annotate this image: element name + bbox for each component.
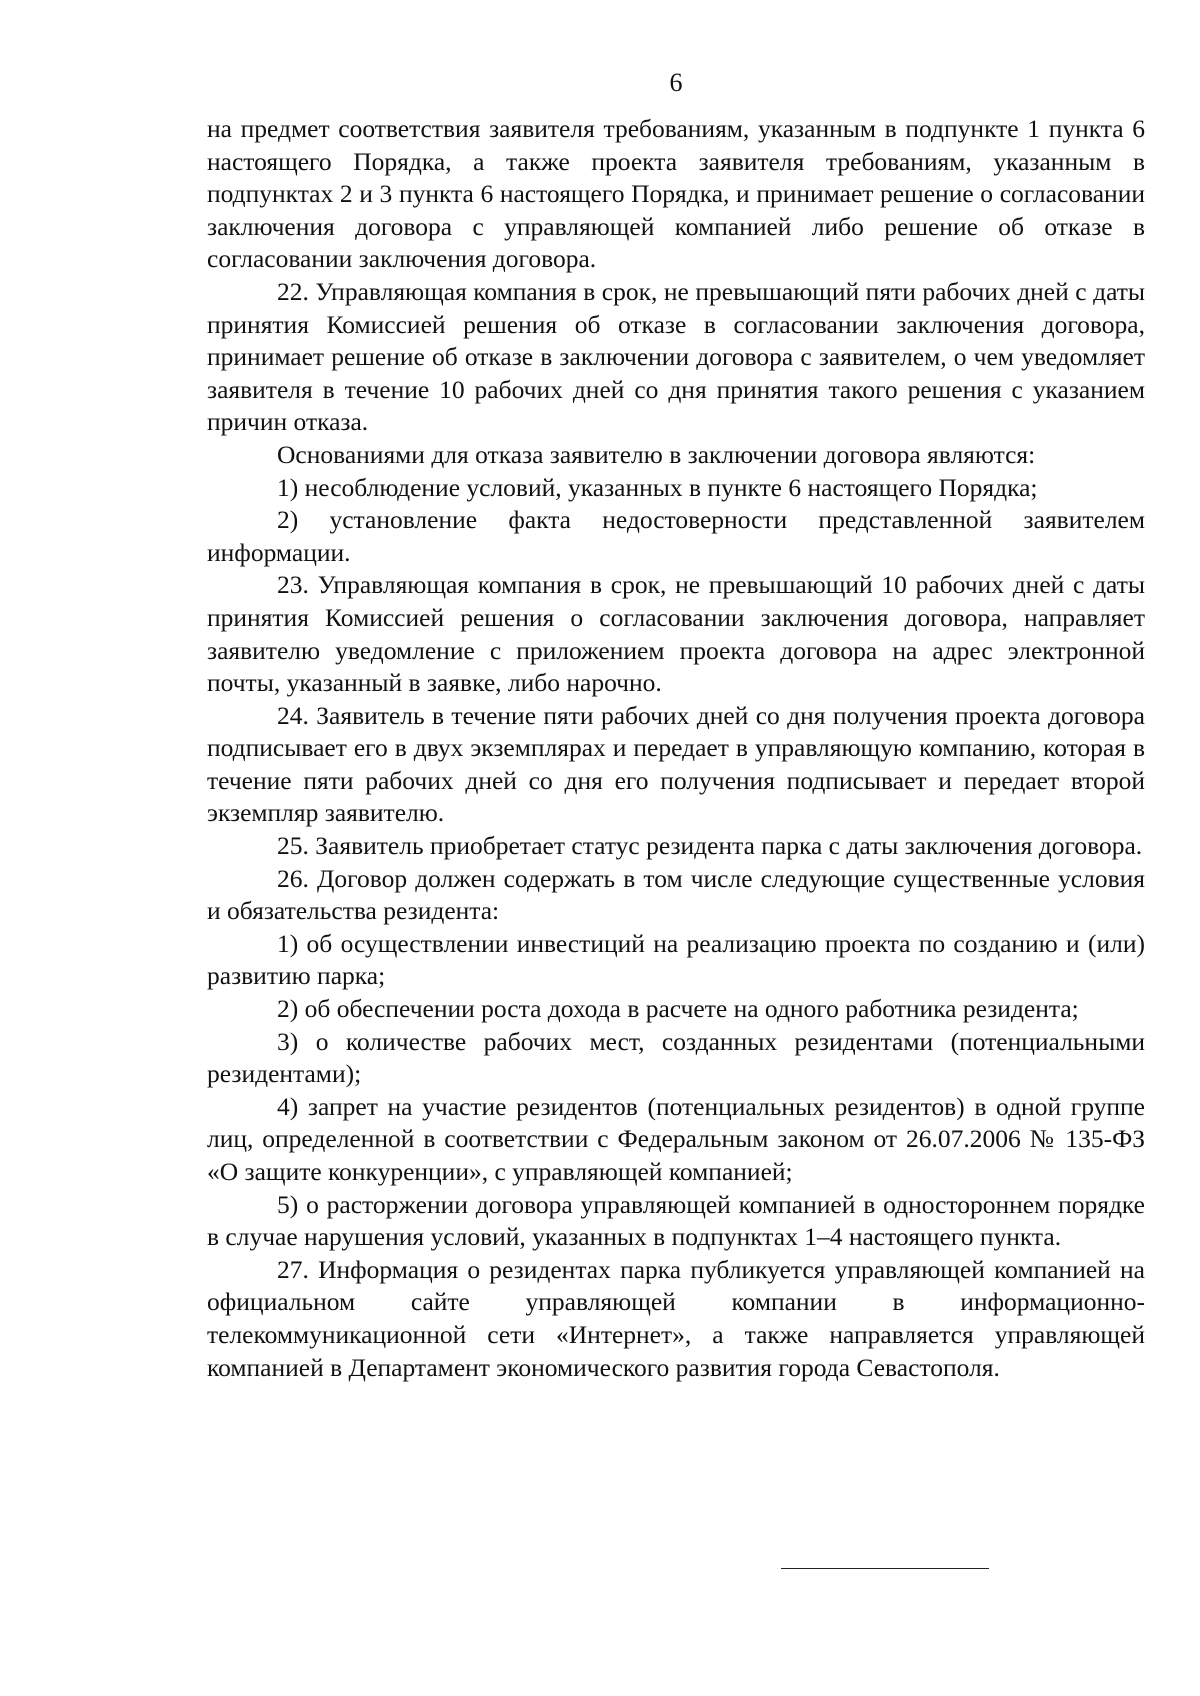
paragraph-item-27: 27. Информация о резидентах парка публикуется управляющей компанией на официальном сайте управляющей компании в информационно-телекоммуникационной сети «Интернет», а также направляется управляющей компанией в Департамент экономического развития города Севастополя. (207, 1254, 1145, 1382)
paragraph-condition-1: 1) об осуществлении инвестиций на реализацию проекта по созданию и (или) развитию парка; (207, 928, 1145, 991)
paragraph-condition-3: 3) о количестве рабочих мест, созданных резидентами (потенциальными резидентами); (207, 1026, 1145, 1089)
paragraph-ground-2: 2) установление факта недостоверности представленной заявителем информации. (207, 505, 1145, 567)
paragraph-continuation: на предмет соответствия заявителя требованиям, указанным в подпункте 1 пункта 6 настоящего Порядка, а также проекта заявителя требованиям, указанным в подпунктах 2 и 3 пункта 6 настоящего Порядка, и принимает решение о согласовании заключения договора с управляющей компанией либо решение об отказе в согласовании заключения договора. (207, 114, 1145, 274)
paragraph-ground-1: 1) несоблюдение условий, указанных в пункте 6 настоящего Порядка; (277, 472, 1038, 502)
paragraph-refusal-grounds: Основаниями для отказа заявителю в заключении договора являются: (277, 439, 1036, 469)
document-body (207, 113, 1145, 1384)
paragraph-condition-4: 4) запрет на участие резидентов (потенциальных резидентов) в одной группе лиц, определенной в соответствии с Федеральным законом от 26.07.2006 № 135-ФЗ «О защите конкуренции», с управляющей компанией; (207, 1091, 1145, 1186)
paragraph-item-26: 26. Договор должен содержать в том числе следующие существенные условия и обязательства резидента: (207, 863, 1145, 926)
end-of-document-rule (781, 1568, 989, 1569)
paragraph-condition-2: 2) об обеспечении роста дохода в расчете на одного работника резидента; (277, 994, 1079, 1024)
paragraph-item-22: 22. Управляющая компания в срок, не превышающий пяти рабочих дней с даты принятия Комиссией решения об отказе в согласовании заключения договора, принимает решение об отказе в заключении договора с заявителем, о чем уведомляет заявителя в течение 10 рабочих дней со дня принятия такого решения с указанием причин отказа. (207, 276, 1145, 437)
page-number: 6 (669, 68, 683, 97)
paragraph-item-23: 23. Управляющая компания в срок, не превышающий 10 рабочих дней с даты принятия Комиссией решения о согласовании заключения договора, направляет заявителю уведомление с приложением проекта договора на адрес электронной почты, указанный в заявке, либо нарочно. (207, 570, 1145, 698)
paragraph-condition-5: 5) о расторжении договора управляющей компанией в одностороннем порядке в случае нарушения условий, указанных в подпунктах 1–4 настоящего пункта. (207, 1189, 1145, 1252)
paragraph-item-24: 24. Заявитель в течение пяти рабочих дней со дня получения проекта договора подписывает его в двух экземплярах и передает в управляющую компанию, которая в течение пяти рабочих дней со дня его получения подписывает и передает второй экземпляр заявителю. (207, 700, 1145, 828)
paragraph-item-25: 25. Заявитель приобретает статус резидента парка с даты заключения договора. (277, 831, 1143, 861)
